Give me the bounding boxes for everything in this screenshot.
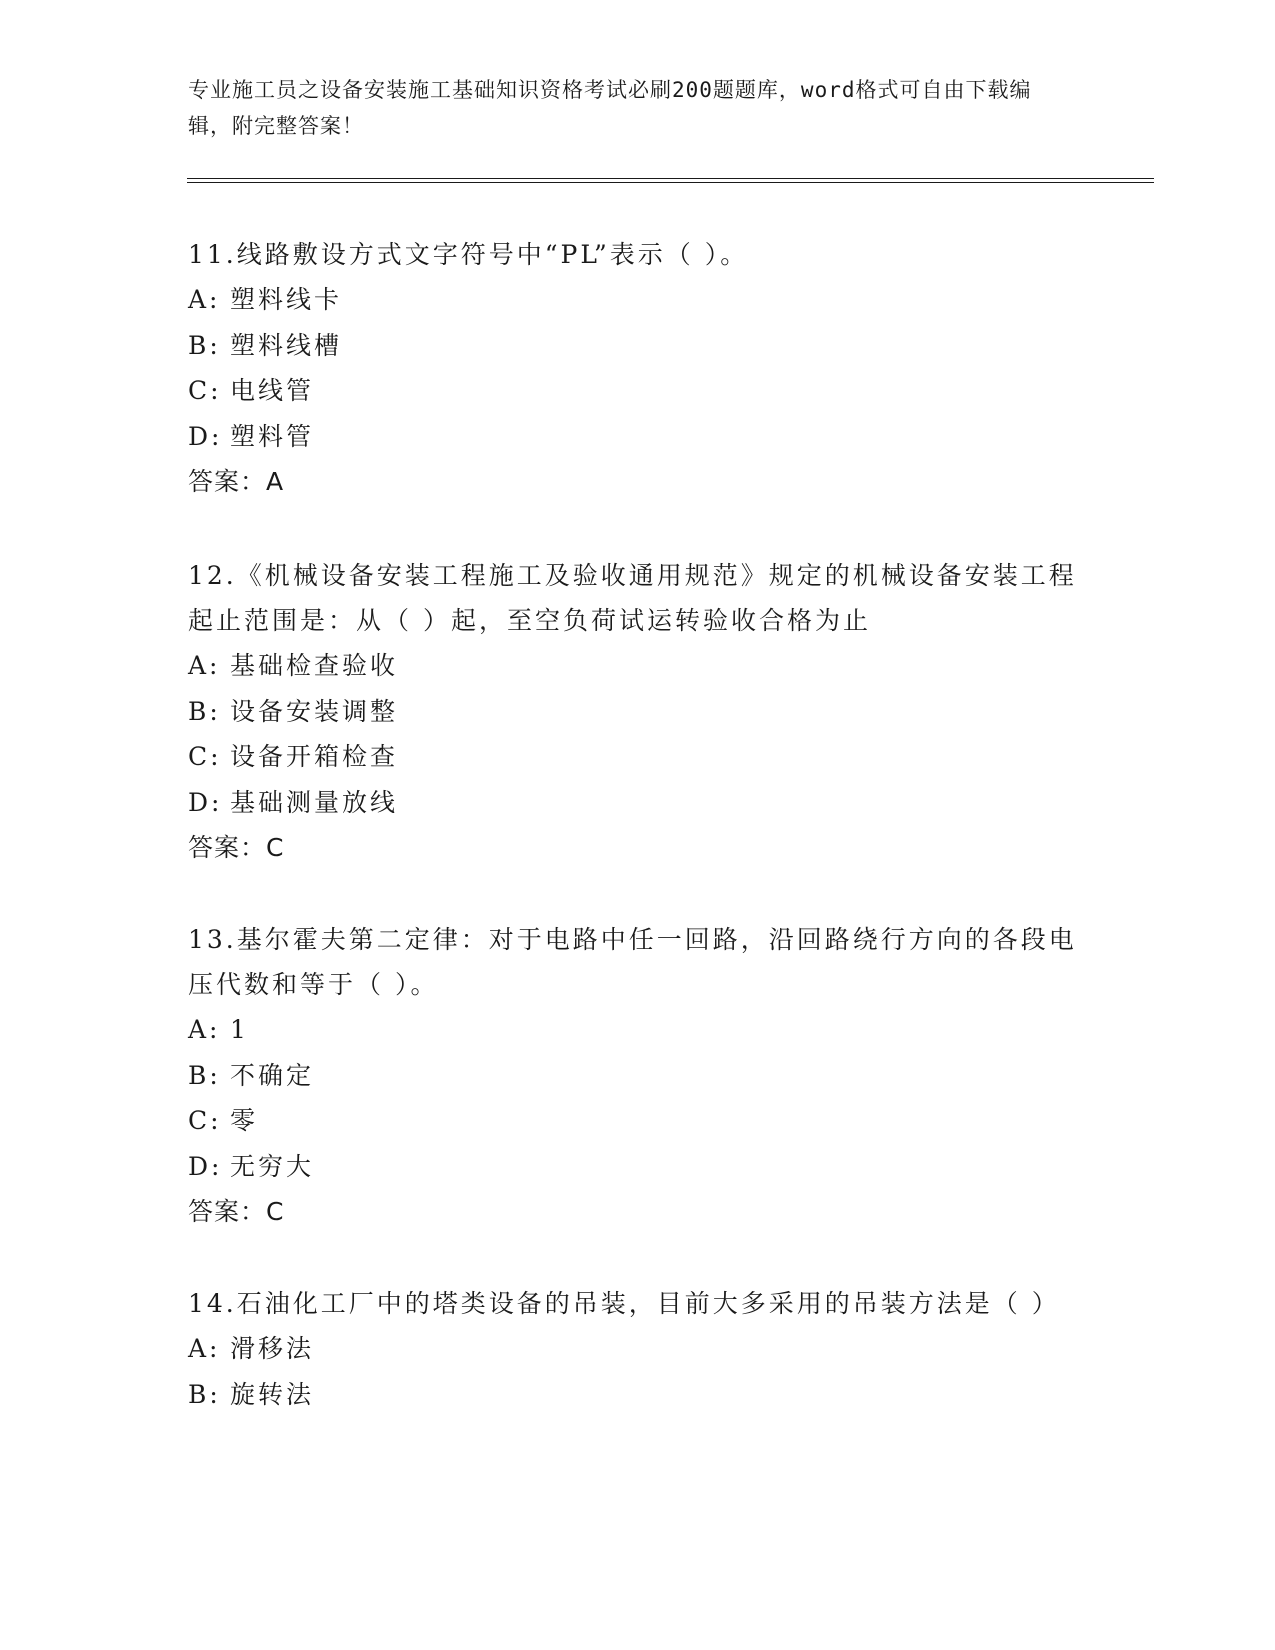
option-letter: B:	[188, 696, 221, 726]
question-stem: 11.线路敷设方式文字符号中“PL”表示（ ）。	[188, 240, 749, 269]
option-text: 无穷大	[230, 1151, 315, 1181]
option-text: 基础测量放线	[230, 787, 399, 817]
answer: 答案：C	[188, 833, 285, 862]
answer: 答案：A	[188, 467, 285, 496]
option-text: 滑移法	[230, 1334, 315, 1363]
option-text: 1	[230, 1015, 249, 1044]
option-letter: B:	[188, 1060, 221, 1090]
question-stem: 13.基尔霍夫第二定律：对于电路中任一回路，沿回路绕行方向的各段电压代数和等于（ ）。	[188, 925, 1077, 999]
question-13	[188, 917, 1088, 1235]
option-letter: A:	[188, 651, 221, 680]
option-b	[188, 1372, 1088, 1418]
option-letter: A:	[188, 1015, 221, 1044]
option-c	[188, 1098, 1088, 1144]
option-letter: D:	[188, 421, 223, 451]
option-letter: C:	[188, 742, 222, 771]
option-b	[188, 323, 1088, 369]
option-d	[188, 414, 1088, 460]
answer: 答案：C	[188, 1197, 285, 1226]
option-letter: A:	[188, 1334, 221, 1363]
question-11	[188, 232, 1088, 505]
option-d	[188, 1144, 1088, 1190]
option-a	[188, 277, 1088, 323]
option-letter: A:	[188, 285, 221, 314]
option-text: 塑料线卡	[230, 285, 343, 314]
option-a	[188, 1326, 1088, 1372]
question-stem: 12.《机械设备安装工程施工及验收通用规范》规定的机械设备安装工程起止范围是：从（ ）起，至空负荷试运转验收合格为止	[188, 561, 1077, 635]
option-text: 塑料线槽	[230, 330, 343, 360]
option-letter: B:	[188, 330, 221, 360]
header-divider-bottom	[187, 182, 1154, 183]
option-text: 旋转法	[230, 1379, 315, 1409]
question-14	[188, 1281, 1088, 1417]
option-letter: D:	[188, 787, 223, 817]
option-d	[188, 780, 1088, 826]
option-c	[188, 368, 1088, 414]
option-a	[188, 1007, 1088, 1053]
option-text: 零	[230, 1106, 259, 1135]
option-text: 设备安装调整	[230, 696, 399, 726]
option-letter: C:	[188, 376, 222, 405]
question-stem: 14.石油化工厂中的塔类设备的吊装，目前大多采用的吊装方法是（ ）	[188, 1289, 1060, 1318]
header-divider-top	[187, 178, 1154, 179]
option-text: 不确定	[230, 1060, 315, 1090]
option-c	[188, 734, 1088, 780]
option-text: 基础检查验收	[230, 651, 399, 680]
option-text: 设备开箱检查	[230, 742, 399, 771]
option-text: 塑料管	[230, 421, 315, 451]
option-a	[188, 643, 1088, 689]
question-12	[188, 553, 1088, 871]
option-letter: C:	[188, 1106, 222, 1135]
option-b	[188, 689, 1088, 735]
option-letter: B:	[188, 1379, 221, 1409]
option-text: 电线管	[230, 376, 315, 405]
option-letter: D:	[188, 1151, 223, 1181]
option-b	[188, 1053, 1088, 1099]
document-header: 专业施工员之设备安装施工基础知识资格考试必刷200题题库，word格式可自由下载编辑，附完整答案！	[188, 78, 1032, 138]
